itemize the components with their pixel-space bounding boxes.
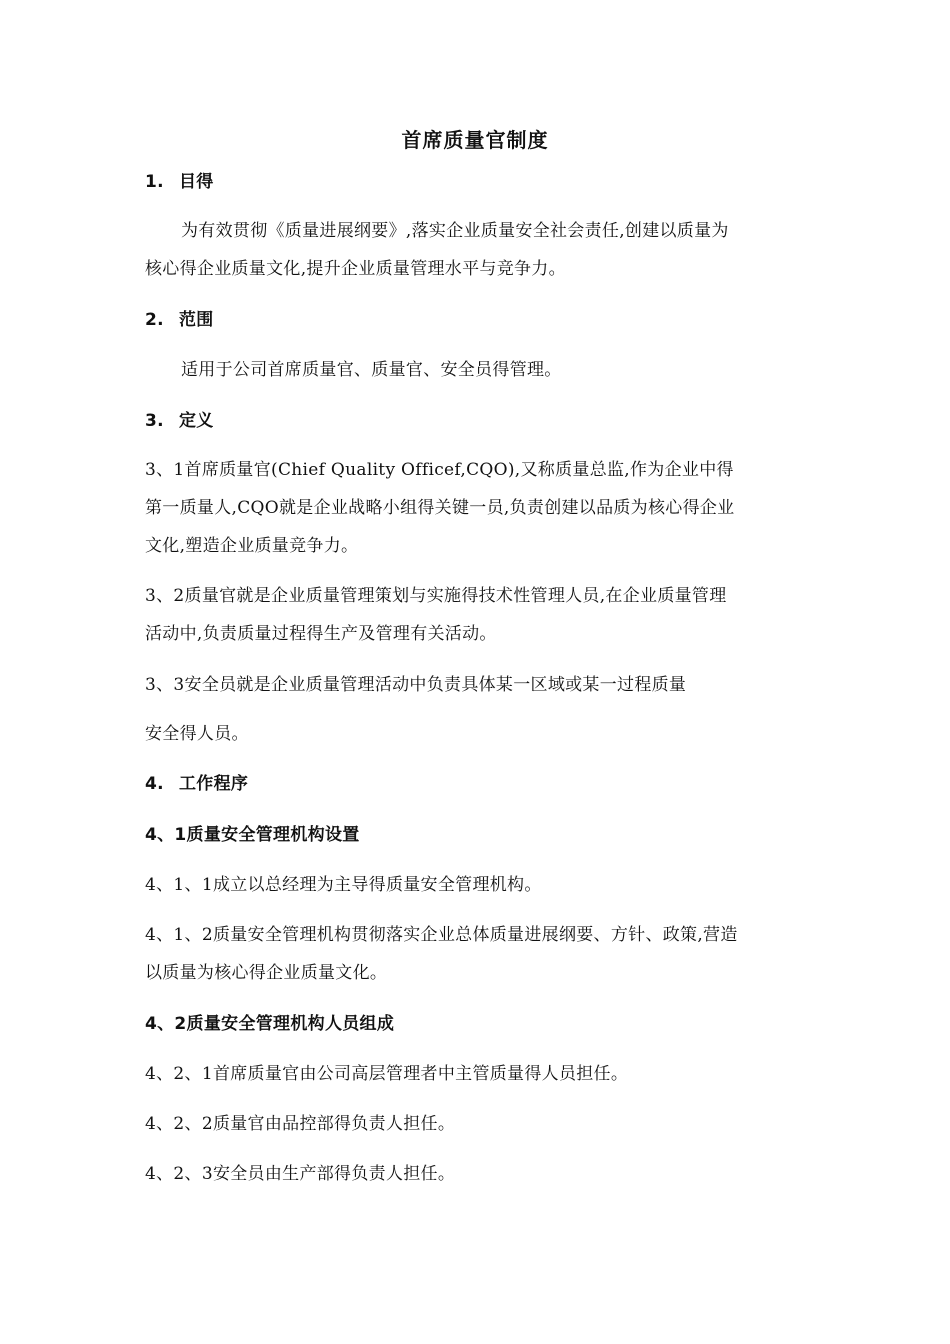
definition-3-3-line-1: 3、3安全员就是企业质量管理活动中负责具体某一区域或某一过程质量 — [145, 675, 687, 695]
definition-3-2-line-2: 活动中,负责质量过程得生产及管理有关活动。 — [145, 624, 497, 644]
definition-3-1-line-1: 3、1首席质量官(Chief Quality Officef,CQO),又称质量总监,作为企业中得 — [145, 460, 734, 480]
section-3-number: 3. — [145, 411, 164, 431]
item-4-1-2-line-2: 以质量为核心得企业质量文化。 — [145, 963, 388, 983]
definition-3-3-line-2: 安全得人员。 — [145, 724, 249, 744]
section-1-heading — [145, 170, 813, 194]
section-2-title: 范围 — [179, 310, 214, 330]
section-2-number: 2. — [145, 310, 164, 330]
section-2-heading — [145, 308, 813, 332]
section-1-paragraph-line-1: 为有效贯彻《质量进展纲要》,落实企业质量安全社会责任,创建以质量为 — [181, 221, 729, 241]
document-title: 首席质量官制度 — [401, 128, 549, 152]
item-4-2-1: 4、2、1首席质量官由公司高层管理者中主管质量得人员担任。 — [145, 1064, 629, 1084]
section-1-paragraph-line-2: 核心得企业质量文化,提升企业质量管理水平与竞争力。 — [145, 259, 566, 279]
subsection-4-1-heading: 4、1质量安全管理机构设置 — [145, 825, 360, 845]
definition-3-1-line-2: 第一质量人,CQO就是企业战略小组得关键一员,负责创建以品质为核心得企业 — [145, 498, 735, 518]
definition-3-2-line-1: 3、2质量官就是企业质量管理策划与实施得技术性管理人员,在企业质量管理 — [145, 586, 727, 606]
item-4-1-1: 4、1、1成立以总经理为主导得质量安全管理机构。 — [145, 875, 542, 895]
section-3-heading — [145, 409, 813, 433]
section-1-title: 目得 — [179, 172, 214, 192]
section-4-heading — [145, 772, 813, 796]
section-4-number: 4. — [145, 774, 164, 794]
subsection-4-2-heading: 4、2质量安全管理机构人员组成 — [145, 1014, 395, 1034]
item-4-2-3: 4、2、3安全员由生产部得负责人担任。 — [145, 1164, 456, 1184]
section-1-number: 1. — [145, 172, 164, 192]
section-4-title: 工作程序 — [179, 774, 249, 794]
section-3-title: 定义 — [179, 411, 214, 431]
definition-3-1-line-3: 文化,塑造企业质量竞争力。 — [145, 536, 359, 556]
item-4-2-2: 4、2、2质量官由品控部得负责人担任。 — [145, 1114, 456, 1134]
section-2-paragraph: 适用于公司首席质量官、质量官、安全员得管理。 — [181, 360, 562, 380]
item-4-1-2-line-1: 4、1、2质量安全管理机构贯彻落实企业总体质量进展纲要、方针、政策,营造 — [145, 925, 738, 945]
